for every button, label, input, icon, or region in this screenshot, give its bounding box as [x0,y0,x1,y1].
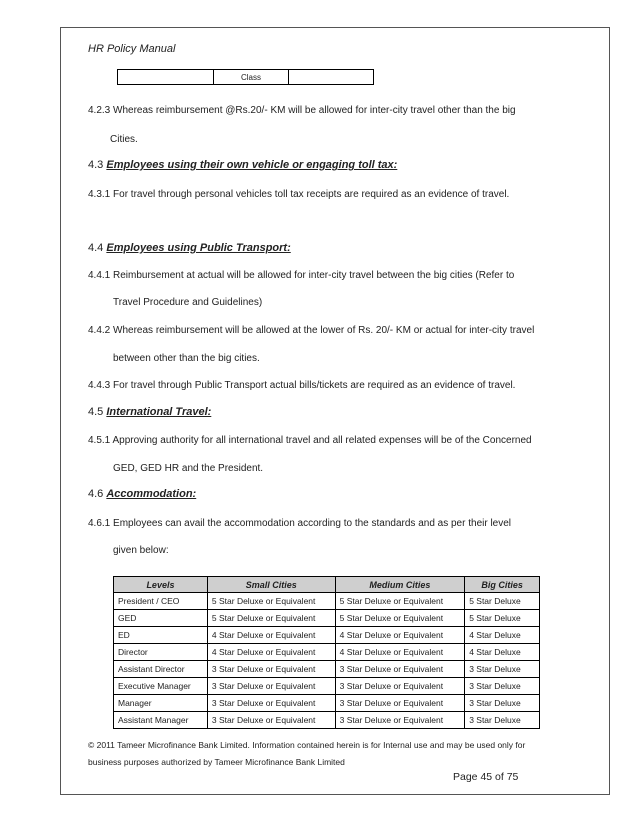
table-cell: Assistant Director [114,661,208,678]
paragraph-4-6-1-line2: given below: [113,545,169,556]
table-cell: 3 Star Deluxe or Equivalent [207,712,335,729]
table-row [114,712,540,729]
section-title: International Travel: [106,406,212,418]
table-row [114,627,540,644]
table-cell: 3 Star Deluxe [465,678,540,695]
footer-copyright-line2: business purposes authorized by Tameer Microfinance Bank Limited [88,757,345,767]
table-cell: 4 Star Deluxe or Equivalent [335,644,465,661]
column-header-levels: Levels [114,577,208,593]
page-number: Page 45 of 75 [453,771,519,783]
paragraph-4-4-1-line1: 4.4.1 Reimbursement at actual will be allowed for inter-city travel between the big cities (Refer to [88,270,515,281]
section-number: 4.5 [88,406,104,418]
table-cell: 3 Star Deluxe or Equivalent [207,695,335,712]
table-cell: 5 Star Deluxe [465,610,540,627]
table-cell: Director [114,644,208,661]
table-cell: Executive Manager [114,678,208,695]
top-table-fragment [117,69,374,85]
table-cell: 3 Star Deluxe [465,695,540,712]
section-number: 4.3 [88,159,104,171]
column-header-small-cities: Small Cities [207,577,335,593]
table-cell: 4 Star Deluxe or Equivalent [335,627,465,644]
section-4-3-heading [88,159,397,171]
paragraph-4-4-3: 4.4.3 For travel through Public Transport actual bills/tickets are required as an evidence of travel. [88,380,516,391]
table-cell: Assistant Manager [114,712,208,729]
table-row [114,610,540,627]
table-cell: 3 Star Deluxe or Equivalent [207,678,335,695]
section-4-6-heading [88,488,196,500]
table-cell: President / CEO [114,593,208,610]
table-cell: 4 Star Deluxe [465,644,540,661]
paragraph-4-5-1-line1: 4.5.1 Approving authority for all international travel and all related expenses will be of the Concerned [88,435,532,446]
section-4-5-heading [88,406,211,418]
table-cell: 5 Star Deluxe or Equivalent [207,610,335,627]
section-4-4-heading [88,242,291,254]
accommodation-table [113,576,540,729]
table-cell: 3 Star Deluxe or Equivalent [335,661,465,678]
table-cell: 3 Star Deluxe or Equivalent [335,678,465,695]
column-header-big-cities: Big Cities [465,577,540,593]
paragraph-4-2-3-line2: Cities. [110,134,138,145]
footer-copyright-line1: © 2011 Tameer Microfinance Bank Limited. Information contained herein is for Internal use and may be used only for [88,740,526,750]
paragraph-4-3-1: 4.3.1 For travel through personal vehicles toll tax receipts are required as an evidence of travel. [88,189,510,200]
section-title: Accommodation: [106,488,197,500]
table-cell [289,70,374,85]
table-row [114,644,540,661]
table-cell: 5 Star Deluxe or Equivalent [335,593,465,610]
table-cell: GED [114,610,208,627]
table-row [114,678,540,695]
section-title: Employees using Public Transport: [106,242,291,254]
table-cell: ED [114,627,208,644]
paragraph-4-4-1-line2: Travel Procedure and Guidelines) [113,297,263,308]
table-cell: 3 Star Deluxe or Equivalent [335,695,465,712]
paragraph-4-2-3-line1: 4.2.3 Whereas reimbursement @Rs.20/- KM will be allowed for inter-city travel other than the big [88,105,516,116]
table-cell: 3 Star Deluxe [465,712,540,729]
table-cell: 3 Star Deluxe or Equivalent [207,661,335,678]
table-header-row [114,577,540,593]
table-cell: 5 Star Deluxe or Equivalent [335,610,465,627]
table-cell: 4 Star Deluxe [465,627,540,644]
page-header-title: HR Policy Manual [88,43,176,55]
paragraph-4-6-1-line1: 4.6.1 Employees can avail the accommodation according to the standards and as per their level [88,518,512,529]
table-cell: 4 Star Deluxe or Equivalent [207,644,335,661]
section-number: 4.4 [88,242,104,254]
column-header-medium-cities: Medium Cities [335,577,465,593]
table-cell: 5 Star Deluxe or Equivalent [207,593,335,610]
section-number: 4.6 [88,488,104,500]
table-cell: 3 Star Deluxe [465,661,540,678]
table-cell [118,70,214,85]
table-cell: 4 Star Deluxe or Equivalent [207,627,335,644]
table-cell: 3 Star Deluxe or Equivalent [335,712,465,729]
table-row [114,695,540,712]
table-row [114,593,540,610]
table-row [118,70,374,85]
table-cell: Class [214,70,289,85]
paragraph-4-4-2-line2: between other than the big cities. [113,353,260,364]
section-title: Employees using their own vehicle or engaging toll tax: [106,159,398,171]
table-cell: 5 Star Deluxe [465,593,540,610]
table-row [114,661,540,678]
paragraph-4-4-2-line1: 4.4.2 Whereas reimbursement will be allowed at the lower of Rs. 20/- KM or actual for inter-city travel [88,325,535,336]
table-cell: Manager [114,695,208,712]
paragraph-4-5-1-line2: GED, GED HR and the President. [113,463,264,474]
